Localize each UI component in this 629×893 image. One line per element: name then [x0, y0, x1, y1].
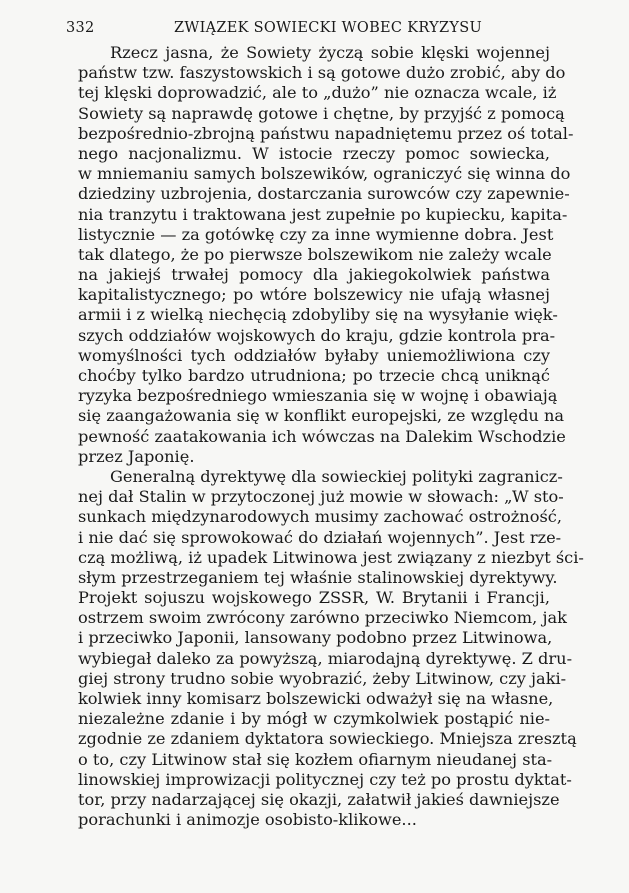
- text-line: armii i z wielką niechęcią zdobyliby się na wysyłanie więk-: [78, 305, 558, 325]
- text-line: tak dlatego, że po pierwsze bolszewikom nie zależy wcale: [78, 244, 552, 264]
- paragraph-2: [78, 466, 584, 830]
- page-number: 332: [66, 20, 95, 36]
- text-line: sunkach międzynarodowych musimy zachować ostrożność,: [78, 507, 562, 527]
- text-line: kolwiek inny komisarz bolszewicki odważył się na własne,: [78, 689, 554, 708]
- text-line: na jakiejś trwałej pomocy dla jakiegokolwiek państwa: [78, 265, 550, 285]
- text-line: wybiegał daleko za powyższą, miarodajną dyrektywę. Z dru-: [78, 648, 573, 668]
- text-line: bezpośrednio-zbrojną państwu napadniętemu przez oś total-: [78, 123, 574, 143]
- text-line: womyślności tych oddziałów byłaby uniemożliwiona czy: [78, 345, 550, 365]
- text-line: listycznie — za gotówkę czy za inne wymienne dobra. Jest: [78, 224, 554, 244]
- text-line: Projekt sojuszu wojskowego ZSSR, W. Brytanii i Francji,: [78, 588, 550, 608]
- text-line: tor, przy nadarzającej się okazji, załatwił jakieś dawniejsze: [78, 789, 560, 809]
- text-line: ostrzem swoim zwrócony zarówno przeciwko Niemcom, jak: [78, 608, 567, 628]
- text-line: nia tranzytu i traktowana jest zupełnie po kupiecku, kapita-: [78, 204, 568, 224]
- text-line: porachunki i animozje osobisto-klikowe...: [78, 810, 417, 830]
- text-line: zgodnie ze zdaniem dyktatora sowieckiego. Mniejsza zresztą: [78, 729, 577, 749]
- text-line: niezależne zdanie i by mógł w czymkolwiek postąpić nie-: [78, 709, 550, 729]
- text-line: Generalną dyrektywę dla sowieckiej polityki zagranicz-: [110, 466, 563, 486]
- text-line: Rzecz jasna, że Sowiety życzą sobie klęski wojennej: [110, 43, 550, 62]
- page-header: [66, 20, 566, 42]
- text-line: kapitalistycznego; po wtóre bolszewicy nie ufają własnej: [78, 285, 550, 305]
- text-line: o to, czy Litwinow stał się kozłem ofiarnym nieudanej sta-: [78, 749, 553, 769]
- text-line: i nie dać się sprowokować do działań wojennych”. Jest rze-: [78, 527, 562, 547]
- text-line: pewność zaatakowania ich wówczas na Dalekim Wschodzie: [78, 426, 566, 446]
- text-line: się zaangażowania się w konflikt europejski, ze względu na: [78, 406, 565, 426]
- text-line: i przeciwko Japonii, lansowany podobno przez Litwinowa,: [78, 628, 553, 648]
- text-line: słym przestrzeganiem tej właśnie stalinowskiej dyrektywy.: [78, 567, 558, 587]
- text-line: tej klęski doprowadzić, ale to „dużo” nie oznacza wcale, iż: [78, 83, 557, 103]
- text-line: czą możliwą, iż upadek Litwinowa jest związany z niezbyt ści-: [78, 547, 584, 567]
- text-line: w mniemaniu samych bolszewików, ograniczyć się winna do: [78, 164, 571, 184]
- text-line: szych oddziałów wojskowych do kraju, gdzie kontrola pra-: [78, 325, 556, 345]
- text-line: linowskiej improwizacji politycznej czy też po prostu dyktat-: [78, 769, 572, 789]
- text-line: giej strony trudno sobie wyobrazić, żeby Litwinow, czy jaki-: [78, 668, 567, 688]
- paragraph-1: [78, 43, 574, 467]
- body-text: [78, 43, 584, 830]
- text-line: Sowiety są naprawdę gotowe i chętne, by przyjść z pomocą: [78, 103, 565, 123]
- text-line: ryzyka bezpośredniego wmieszania się w wojnę i obawiają: [78, 386, 558, 406]
- text-line: nego nacjonalizmu. W istocie rzeczy pomoc sowiecka,: [78, 143, 550, 163]
- text-line: dziedziny uzbrojenia, dostarczania surowców czy zapewnie-: [78, 184, 570, 204]
- text-line: nej dał Stalin w przytoczonej już mowie w słowach: „W sto-: [78, 487, 564, 507]
- text-line: przez Japonię.: [78, 446, 195, 466]
- text-line: choćby tylko bardzo utrudniona; po trzecie chcą uniknąć: [78, 366, 550, 385]
- text-line: państw tzw. faszystowskich i są gotowe dużo zrobić, aby do: [78, 63, 566, 83]
- running-title: ZWIĄZEK SOWIECKI WOBEC KRYZYSU: [174, 20, 482, 36]
